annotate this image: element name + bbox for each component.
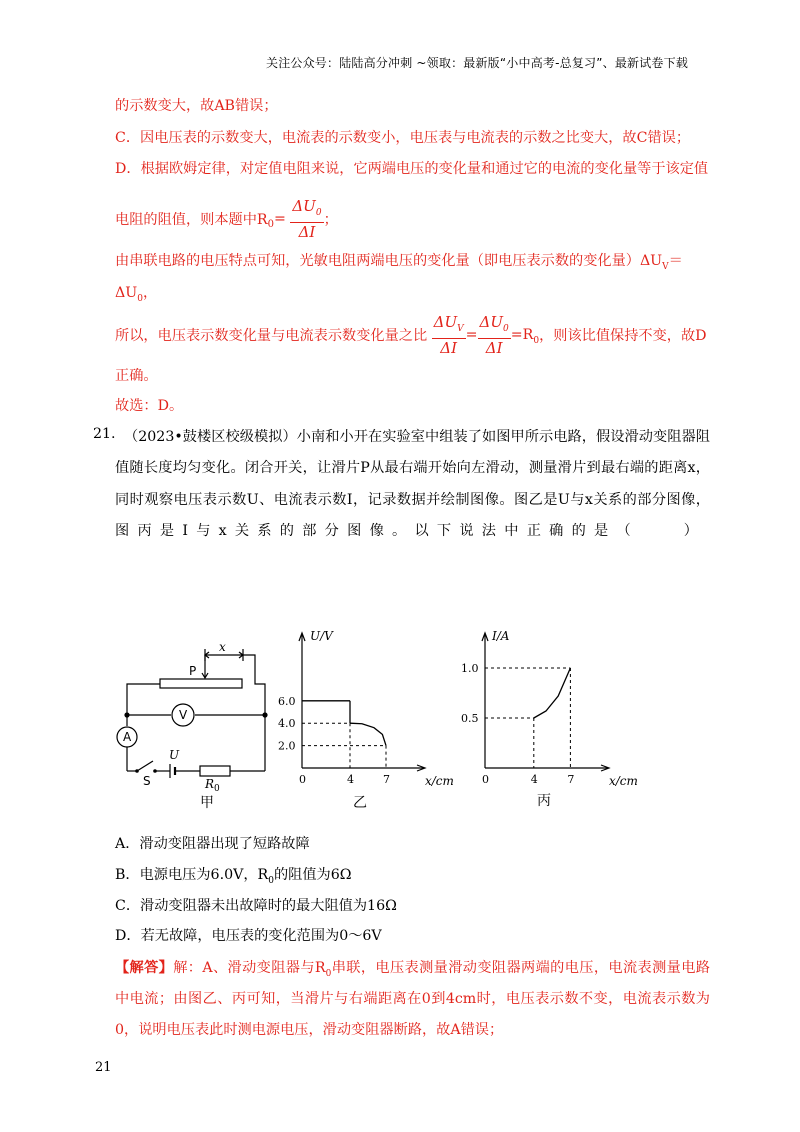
page-number: 21 — [95, 1060, 112, 1075]
resistor-r0 — [200, 766, 230, 776]
label-s: S — [143, 774, 151, 788]
wire-top-right — [243, 655, 265, 715]
prev-line-6: $\Delta U_0$， — [115, 285, 158, 304]
prev-line-5: 由串联电路的电压特点可知，光敏电阻两端电压的变化量（即电压表示数的变化量）$\Delta U_V=$ — [115, 253, 683, 272]
figure-area — [115, 625, 675, 815]
bing-x-tick: 0 — [482, 773, 489, 786]
yi-x-tick: 0 — [299, 773, 306, 786]
question-line-3: 同时观察电压表示数U、电流表示数I，记录数据并绘制图像。图乙是U与x关系的部分图像， — [115, 492, 710, 508]
fraction-du0-di: $\frac{\Delta U_0}{\Delta I}$ — [292, 197, 322, 241]
prev-line-1: 的示数变大，故AB错误； — [115, 98, 278, 114]
yi-x-tick: 4 — [347, 773, 354, 786]
option-c[interactable]: C．滑动变阻器未出故障时的最大阻值为16Ω — [115, 898, 397, 914]
bing-x-label: x/cm — [609, 774, 638, 788]
caption-yi: 乙 — [353, 795, 367, 811]
circuit-and-graphs — [115, 625, 675, 815]
bing-y-label: I/A — [492, 629, 510, 643]
yi-y-tick: 6.0 — [278, 694, 296, 708]
graph-bing — [461, 629, 638, 809]
option-a[interactable]: A．滑动变阻器出现了短路故障 — [115, 836, 310, 852]
prev-line-8: 正确。 — [115, 368, 158, 384]
bing-series-curve — [534, 668, 571, 718]
switch-blade — [137, 761, 153, 771]
wire-top-left — [127, 684, 160, 715]
label-u: U — [169, 748, 180, 762]
bing-y-tick: 0.5 — [461, 712, 479, 725]
prev-line-2: C．因电压表的示数变大，电流表的示数变小，电压表与电流表的示数之比变大，故C错误； — [115, 130, 691, 146]
label-a: A — [123, 730, 132, 744]
switch-pivot — [135, 769, 139, 773]
label-p: P — [189, 664, 197, 678]
label-v: V — [179, 708, 188, 722]
prev-line-7: 所以，电压表示数变化量与电流表示数变化量之比 $\frac{\Delta U_V}{\Delta I}$ = $\frac{\Delta U_0}{\Delta I}$ $=R_0$，则该比值保持不变，故D — [115, 313, 707, 357]
question-line-4: 图丙是I与x关系的部分图像。以下说法中正确的是（ ） — [115, 523, 698, 539]
yi-y-tick: 4.0 — [278, 717, 296, 731]
prev-line-3: D．根据欧姆定律，对定值电阻来说，它两端电压的变化量和通过它的电流的变化量等于该定值 — [115, 161, 709, 177]
yi-x-tick: 7 — [383, 773, 390, 786]
fraction-duv-di: $\frac{\Delta U_V}{\Delta I}$ — [433, 313, 464, 357]
bing-x-tick: 4 — [530, 773, 538, 786]
answer-line-1: 【解答】解：A、滑动变阻器与$R_0$串联，电压表测量滑动变阻器两端的电压，电流表测量电路 — [115, 960, 710, 979]
page-header: 关注公众号：陆陆高分冲刺 ~领取：最新版“小中高考-总复习”、最新试卷下载 — [266, 56, 689, 70]
graph-yi — [278, 629, 454, 811]
prev-line-4: 电阻的阻值，则本题中$R_0=$ $\frac{\Delta U_0}{\Delta I}$ ； — [115, 197, 338, 241]
bing-x-tick: 7 — [567, 773, 575, 786]
label-x: x — [219, 640, 226, 654]
caption-bing: 丙 — [537, 793, 551, 809]
caption-jia: 甲 — [200, 795, 214, 811]
yi-x-label: x/cm — [425, 774, 454, 788]
option-b[interactable]: B．电源电压为6.0V，$R_0$的阻值为6Ω — [115, 867, 352, 886]
answer-line-2: 中电流；由图乙、丙可知，当滑片与右端距离在0到4cm时，电压表示数不变，电流表示数为 — [115, 991, 710, 1007]
fraction-du0-di-2: $\frac{\Delta U_0}{\Delta I}$ — [479, 313, 509, 357]
switch-contact — [153, 769, 157, 773]
yi-y-label: U/V — [310, 629, 333, 643]
yi-y-tick: 2.0 — [278, 739, 296, 753]
junction-right — [262, 712, 267, 717]
yi-series-curve — [350, 723, 386, 745]
junction-left — [124, 712, 129, 717]
question-line-2: 值随长度均匀变化。闭合开关，让滑片P从最右端开始向左滑动，测量滑片到最右端的距离x， — [115, 460, 710, 476]
option-d[interactable]: D．若无故障，电压表的变化范围为0～6V — [115, 928, 382, 944]
prev-line-9: 故选：D。 — [115, 398, 184, 414]
question-line-1: （2023•鼓楼区校级模拟）小南和小开在实验室中组装了如图甲所示电路，假设滑动变阻器阻 — [124, 429, 710, 445]
question-number: 21. — [93, 426, 116, 442]
rheostat — [160, 679, 242, 688]
label-r: R — [205, 777, 215, 791]
bing-y-tick: 1.0 — [461, 662, 479, 675]
answer-line-3: 0，说明电压表此时测电源电压，滑动变阻器断路，故A错误； — [115, 1022, 504, 1038]
label-r-sub: 0 — [214, 784, 220, 794]
